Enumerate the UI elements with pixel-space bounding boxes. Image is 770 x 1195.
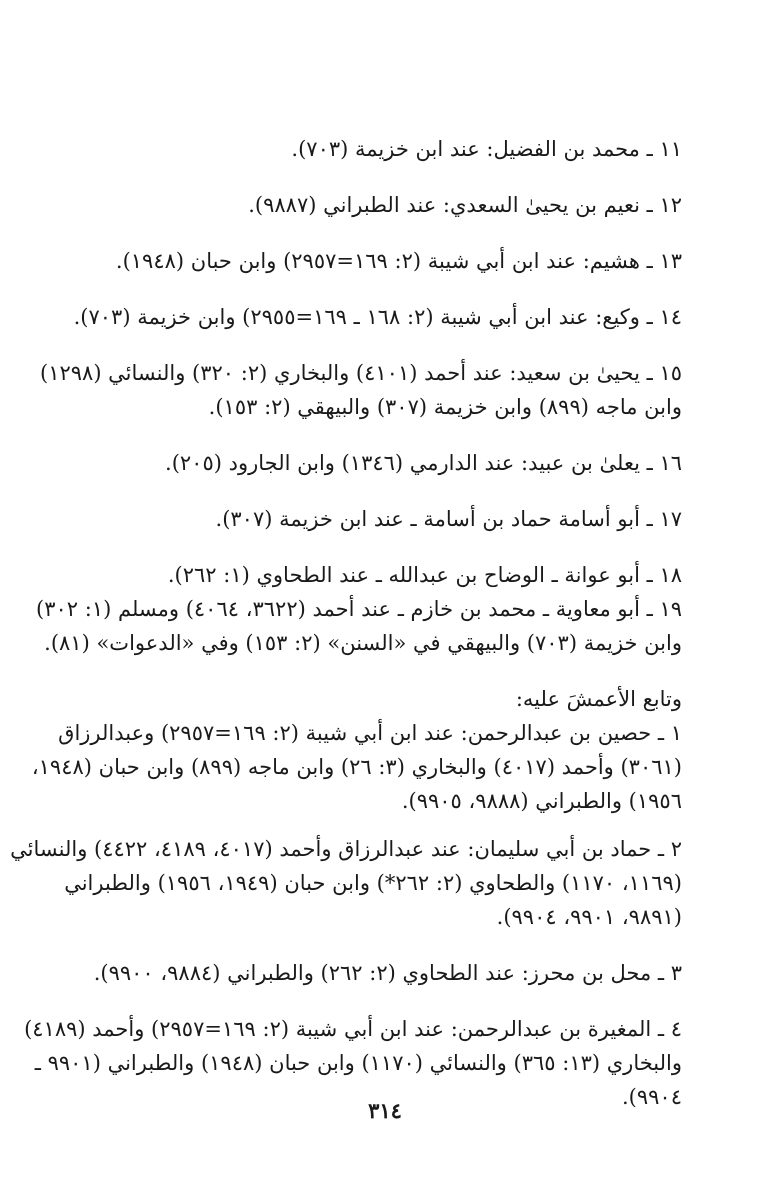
entry-16: ١٦ ـ يعلىٰ بن عبيد: عند الدارمي (١٣٤٦) وابن الجارود (٢٠٥).	[165, 451, 682, 475]
entry-18: ١٨ ـ أبو عوانة ـ الوضاح بن عبدالله ـ عند الطحاوي (١: ٢٦٢).	[167, 563, 682, 587]
entry-12: ١٢ ـ نعيم بن يحيىٰ السعدي: عند الطبراني (٩٨٨٧).	[248, 193, 682, 217]
page-body	[10, 132, 682, 1114]
entry-19-line-1: ١٩ ـ أبو معاوية ـ محمد بن خازم ـ عند أحمد (٣٦٢٢، ٤٠٦٤) ومسلم (١: ٣٠٢)	[36, 597, 682, 621]
follower-1-line-3: ١٩٥٦) والطبراني (٩٨٨٨، ٩٩٠٥).	[401, 789, 682, 813]
follower-4-line-2: والبخاري (١٣: ٣٦٥) والنسائي (١١٧٠) وابن حبان (١٩٤٨) والطبراني (٩٩٠١ ـ	[34, 1051, 682, 1075]
entry-19-line-2: وابن خزيمة (٧٠٣) والبيهقي في «السنن» (٢: ١٥٣) وفي «الدعوات» (٨١).	[44, 631, 682, 655]
follower-1-line-2: (٣٠٦١) وأحمد (٤٠١٧) والبخاري (٣: ٢٦) وابن ماجه (٨٩٩) وابن حبان (١٩٤٨،	[31, 755, 682, 779]
entry-13: ١٣ ـ هشيم: عند ابن أبي شيبة (٢: ١٦٩=٢٩٥٧) وابن حبان (١٩٤٨).	[115, 249, 682, 273]
follower-2-line-2: (١١٦٩، ١١٧٠) والطحاوي (٢: ٢٦٢*) وابن حبان (١٩٤٩، ١٩٥٦) والطبراني	[64, 871, 682, 895]
follower-4-line-1: ٤ ـ المغيرة بن عبدالرحمن: عند ابن أبي شيبة (٢: ١٦٩=٢٩٥٧) وأحمد (٤١٨٩)	[24, 1017, 682, 1041]
entry-15-line-1: ١٥ ـ يحيىٰ بن سعيد: عند أحمد (٤١٠١) والبخاري (٢: ٣٢٠) والنسائي (١٢٩٨)	[39, 361, 682, 385]
follower-2-line-3: (٩٨٩١، ٩٩٠١، ٩٩٠٤).	[496, 905, 682, 929]
page-number: ٣١٤	[368, 1098, 402, 1123]
follower-4-line-3: ٩٩٠٤).	[622, 1085, 682, 1109]
follower-3: ٣ ـ محل بن محرز: عند الطحاوي (٢: ٢٦٢) والطبراني (٩٨٨٤، ٩٩٠٠).	[93, 961, 682, 985]
followers-heading: وتابع الأعمشَ عليه:	[515, 687, 682, 711]
entry-14: ١٤ ـ وكيع: عند ابن أبي شيبة (٢: ١٦٨ ـ ١٦٩=٢٩٥٥) وابن خزيمة (٧٠٣).	[73, 305, 682, 329]
entry-11: ١١ ـ محمد بن الفضيل: عند ابن خزيمة (٧٠٣).	[291, 137, 682, 161]
follower-1-line-1: ١ ـ حصين بن عبدالرحمن: عند ابن أبي شيبة (٢: ١٦٩=٢٩٥٧) وعبدالرزاق	[58, 721, 682, 745]
follower-2-line-1: ٢ ـ حماد بن أبي سليمان: عند عبدالرزاق وأحمد (٤٠١٧، ٤١٨٩، ٤٤٢٢) والنسائي	[10, 837, 682, 861]
entry-17: ١٧ ـ أبو أسامة حماد بن أسامة ـ عند ابن خزيمة (٣٠٧).	[215, 507, 682, 531]
entry-15-line-2: وابن ماجه (٨٩٩) وابن خزيمة (٣٠٧) والبيهقي (٢: ١٥٣).	[208, 395, 682, 419]
